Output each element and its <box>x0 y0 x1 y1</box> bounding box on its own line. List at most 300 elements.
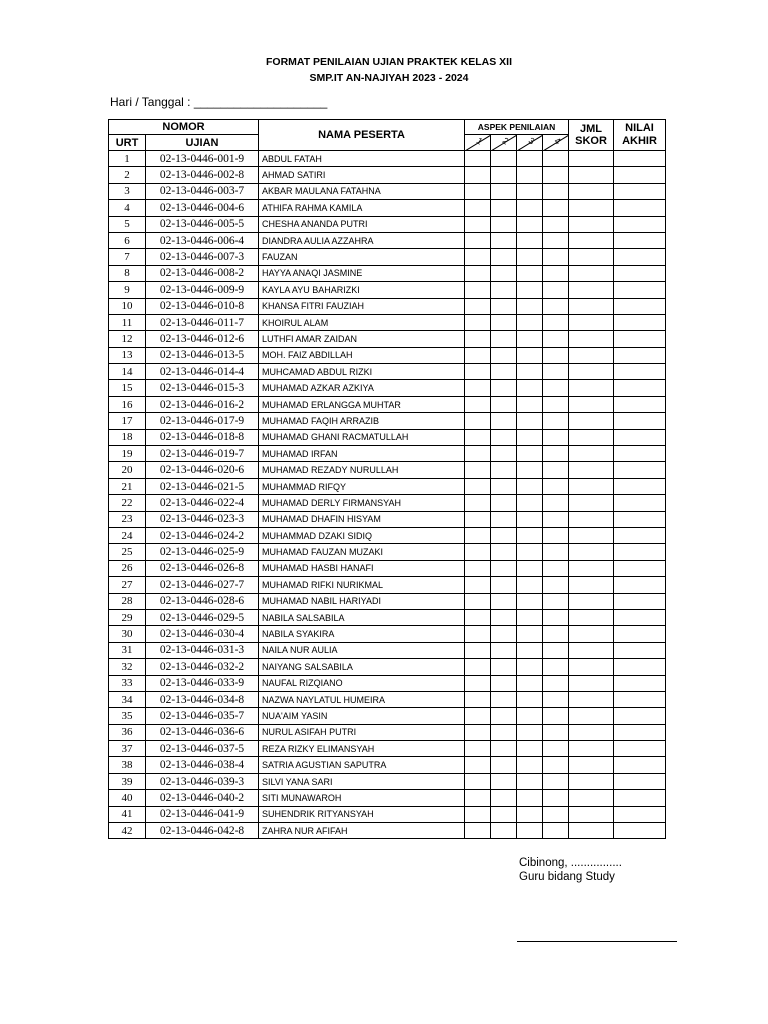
jml-skor-cell[interactable] <box>569 200 614 216</box>
jml-skor-cell[interactable] <box>569 413 614 429</box>
participant-name: NAUFAL RIZQIANO <box>259 675 465 691</box>
nilai-akhir-cell[interactable] <box>614 183 666 199</box>
aspek-score-cell-1[interactable] <box>465 708 491 724</box>
aspek-score-cell-4[interactable] <box>543 511 569 527</box>
aspek-score-cell-4[interactable] <box>543 790 569 806</box>
aspek-score-cell-4[interactable] <box>543 216 569 232</box>
aspek-score-cell-3[interactable] <box>517 380 543 396</box>
aspek-score-cell-1[interactable] <box>465 282 491 298</box>
aspek-score-cell-4[interactable] <box>543 823 569 839</box>
aspek-score-cell-4[interactable] <box>543 331 569 347</box>
aspek-score-cell-2[interactable] <box>491 757 517 773</box>
aspek-score-cell-4[interactable] <box>543 741 569 757</box>
nilai-akhir-cell[interactable] <box>614 396 666 412</box>
jml-skor-cell[interactable] <box>569 396 614 412</box>
aspek-score-cell-1[interactable] <box>465 216 491 232</box>
aspek-score-cell-1[interactable] <box>465 609 491 625</box>
aspek-score-cell-4[interactable] <box>543 577 569 593</box>
aspek-score-cell-1[interactable] <box>465 314 491 330</box>
aspek-score-cell-1[interactable] <box>465 495 491 511</box>
exam-number: 02-13-0446-007-3 <box>146 249 259 265</box>
aspek-score-cell-3[interactable] <box>517 642 543 658</box>
aspek-score-cell-2[interactable] <box>491 347 517 363</box>
jml-skor-cell[interactable] <box>569 232 614 248</box>
aspek-score-cell-3[interactable] <box>517 331 543 347</box>
aspek-score-cell-2[interactable] <box>491 200 517 216</box>
nilai-akhir-cell[interactable] <box>614 331 666 347</box>
aspek-score-cell-2[interactable] <box>491 298 517 314</box>
participant-name: NAIYANG SALSABILA <box>259 659 465 675</box>
aspek-col-2-header <box>491 135 517 151</box>
table-row <box>109 232 666 248</box>
aspek-score-cell-4[interactable] <box>543 593 569 609</box>
aspek-score-cell-1[interactable] <box>465 429 491 445</box>
aspek-score-cell-2[interactable] <box>491 741 517 757</box>
jml-skor-cell[interactable] <box>569 331 614 347</box>
table-row <box>109 249 666 265</box>
aspek-score-cell-4[interactable] <box>543 347 569 363</box>
aspek-score-cell-1[interactable] <box>465 413 491 429</box>
aspek-score-cell-1[interactable] <box>465 478 491 494</box>
aspek-score-cell-4[interactable] <box>543 249 569 265</box>
aspek-score-cell-4[interactable] <box>543 232 569 248</box>
participant-name: MUHAMAD FAQIH ARRAZIB <box>259 413 465 429</box>
aspek-score-cell-3[interactable] <box>517 511 543 527</box>
aspek-score-cell-2[interactable] <box>491 364 517 380</box>
aspek-col-1-label: 1 <box>474 135 485 147</box>
jml-skor-cell[interactable] <box>569 806 614 822</box>
jml-skor-cell[interactable] <box>569 708 614 724</box>
aspek-score-cell-1[interactable] <box>465 626 491 642</box>
aspek-score-cell-4[interactable] <box>543 691 569 707</box>
nilai-akhir-cell[interactable] <box>614 806 666 822</box>
exam-number: 02-13-0446-021-5 <box>146 478 259 494</box>
exam-number: 02-13-0446-012-6 <box>146 331 259 347</box>
nilai-akhir-cell[interactable] <box>614 560 666 576</box>
aspek-score-cell-2[interactable] <box>491 593 517 609</box>
aspek-score-cell-4[interactable] <box>543 413 569 429</box>
aspek-score-cell-1[interactable] <box>465 331 491 347</box>
jml-skor-cell[interactable] <box>569 183 614 199</box>
aspek-score-cell-4[interactable] <box>543 183 569 199</box>
aspek-score-cell-3[interactable] <box>517 626 543 642</box>
aspek-score-cell-4[interactable] <box>543 659 569 675</box>
nilai-akhir-cell[interactable] <box>614 364 666 380</box>
aspek-score-cell-2[interactable] <box>491 675 517 691</box>
aspek-score-cell-1[interactable] <box>465 593 491 609</box>
participant-name: SITI MUNAWAROH <box>259 790 465 806</box>
aspek-score-cell-3[interactable] <box>517 544 543 560</box>
row-number: 40 <box>109 790 146 806</box>
jml-skor-cell[interactable] <box>569 577 614 593</box>
nilai-akhir-cell[interactable] <box>614 216 666 232</box>
row-number: 25 <box>109 544 146 560</box>
aspek-score-cell-1[interactable] <box>465 298 491 314</box>
nilai-akhir-cell[interactable] <box>614 380 666 396</box>
aspek-score-cell-2[interactable] <box>491 495 517 511</box>
aspek-col-2-label: 2 <box>500 135 511 147</box>
aspek-score-cell-3[interactable] <box>517 675 543 691</box>
aspek-score-cell-4[interactable] <box>543 642 569 658</box>
nilai-akhir-cell[interactable] <box>614 413 666 429</box>
aspek-score-cell-4[interactable] <box>543 478 569 494</box>
aspek-score-cell-2[interactable] <box>491 446 517 462</box>
nilai-akhir-cell[interactable] <box>614 200 666 216</box>
aspek-score-cell-3[interactable] <box>517 413 543 429</box>
nilai-akhir-cell[interactable] <box>614 659 666 675</box>
aspek-score-cell-1[interactable] <box>465 577 491 593</box>
nilai-akhir-cell[interactable] <box>614 167 666 183</box>
jml-skor-cell[interactable] <box>569 151 614 167</box>
aspek-score-cell-4[interactable] <box>543 544 569 560</box>
exam-number: 02-13-0446-019-7 <box>146 446 259 462</box>
jml-skor-cell[interactable] <box>569 642 614 658</box>
nilai-akhir-cell[interactable] <box>614 577 666 593</box>
aspek-score-cell-3[interactable] <box>517 151 543 167</box>
participant-name: SATRIA AGUSTIAN SAPUTRA <box>259 757 465 773</box>
jml-skor-cell[interactable] <box>569 560 614 576</box>
aspek-score-cell-1[interactable] <box>465 773 491 789</box>
aspek-score-cell-1[interactable] <box>465 659 491 675</box>
nilai-akhir-cell[interactable] <box>614 265 666 281</box>
exam-number: 02-13-0446-035-7 <box>146 708 259 724</box>
aspek-score-cell-2[interactable] <box>491 773 517 789</box>
jml-skor-cell[interactable] <box>569 347 614 363</box>
aspek-score-cell-3[interactable] <box>517 167 543 183</box>
aspek-score-cell-4[interactable] <box>543 757 569 773</box>
aspek-score-cell-1[interactable] <box>465 511 491 527</box>
participant-name: ABDUL FATAH <box>259 151 465 167</box>
aspek-score-cell-2[interactable] <box>491 724 517 740</box>
nilai-akhir-cell[interactable] <box>614 675 666 691</box>
aspek-score-cell-1[interactable] <box>465 364 491 380</box>
aspek-score-cell-1[interactable] <box>465 527 491 543</box>
jml-skor-cell[interactable] <box>569 724 614 740</box>
exam-number: 02-13-0446-031-3 <box>146 642 259 658</box>
aspek-score-cell-4[interactable] <box>543 396 569 412</box>
jml-skor-cell[interactable] <box>569 495 614 511</box>
row-number: 42 <box>109 823 146 839</box>
aspek-score-cell-2[interactable] <box>491 462 517 478</box>
aspek-score-cell-2[interactable] <box>491 232 517 248</box>
aspek-score-cell-4[interactable] <box>543 462 569 478</box>
aspek-score-cell-4[interactable] <box>543 495 569 511</box>
aspek-score-cell-3[interactable] <box>517 773 543 789</box>
aspek-score-cell-2[interactable] <box>491 167 517 183</box>
nilai-akhir-cell[interactable] <box>614 511 666 527</box>
nilai-akhir-cell[interactable] <box>614 790 666 806</box>
aspek-score-cell-4[interactable] <box>543 724 569 740</box>
jml-skor-cell[interactable] <box>569 429 614 445</box>
nilai-akhir-cell[interactable] <box>614 823 666 839</box>
aspek-score-cell-3[interactable] <box>517 183 543 199</box>
jml-skor-cell[interactable] <box>569 380 614 396</box>
aspek-score-cell-2[interactable] <box>491 331 517 347</box>
aspek-score-cell-2[interactable] <box>491 380 517 396</box>
aspek-score-cell-4[interactable] <box>543 298 569 314</box>
aspek-score-cell-3[interactable] <box>517 265 543 281</box>
aspek-score-cell-2[interactable] <box>491 429 517 445</box>
aspek-score-cell-3[interactable] <box>517 741 543 757</box>
aspek-score-cell-2[interactable] <box>491 642 517 658</box>
aspek-score-cell-4[interactable] <box>543 773 569 789</box>
aspek-score-cell-1[interactable] <box>465 183 491 199</box>
nilai-akhir-cell[interactable] <box>614 478 666 494</box>
aspek-score-cell-2[interactable] <box>491 216 517 232</box>
aspek-score-cell-1[interactable] <box>465 724 491 740</box>
jml-skor-cell[interactable] <box>569 527 614 543</box>
jml-skor-cell[interactable] <box>569 593 614 609</box>
nilai-akhir-cell[interactable] <box>614 773 666 789</box>
aspek-score-cell-3[interactable] <box>517 200 543 216</box>
exam-number: 02-13-0446-032-2 <box>146 659 259 675</box>
aspek-score-cell-2[interactable] <box>491 413 517 429</box>
nilai-akhir-cell[interactable] <box>614 462 666 478</box>
aspek-score-cell-1[interactable] <box>465 741 491 757</box>
jml-skor-cell[interactable] <box>569 216 614 232</box>
nilai-akhir-cell[interactable] <box>614 642 666 658</box>
nilai-akhir-cell[interactable] <box>614 626 666 642</box>
jml-skor-cell[interactable] <box>569 511 614 527</box>
jml-skor-cell[interactable] <box>569 249 614 265</box>
aspek-score-cell-3[interactable] <box>517 495 543 511</box>
aspek-score-cell-4[interactable] <box>543 675 569 691</box>
aspek-score-cell-1[interactable] <box>465 691 491 707</box>
aspek-score-cell-4[interactable] <box>543 429 569 445</box>
aspek-score-cell-4[interactable] <box>543 806 569 822</box>
aspek-score-cell-4[interactable] <box>543 446 569 462</box>
row-number: 28 <box>109 593 146 609</box>
nilai-akhir-cell[interactable] <box>614 347 666 363</box>
jml-skor-cell[interactable] <box>569 314 614 330</box>
aspek-score-cell-3[interactable] <box>517 691 543 707</box>
jml-skor-cell[interactable] <box>569 741 614 757</box>
aspek-score-cell-3[interactable] <box>517 593 543 609</box>
table-row <box>109 691 666 707</box>
aspek-score-cell-3[interactable] <box>517 429 543 445</box>
aspek-score-cell-3[interactable] <box>517 462 543 478</box>
row-number: 35 <box>109 708 146 724</box>
nilai-akhir-cell[interactable] <box>614 741 666 757</box>
aspek-score-cell-4[interactable] <box>543 314 569 330</box>
aspek-score-cell-3[interactable] <box>517 298 543 314</box>
aspek-score-cell-2[interactable] <box>491 691 517 707</box>
jml-skor-cell[interactable] <box>569 265 614 281</box>
nilai-akhir-cell[interactable] <box>614 282 666 298</box>
aspek-score-cell-2[interactable] <box>491 806 517 822</box>
nilai-akhir-cell[interactable] <box>614 609 666 625</box>
jml-skor-cell[interactable] <box>569 773 614 789</box>
jml-skor-cell[interactable] <box>569 298 614 314</box>
aspek-score-cell-1[interactable] <box>465 200 491 216</box>
table-row <box>109 708 666 724</box>
aspek-score-cell-4[interactable] <box>543 560 569 576</box>
aspek-score-cell-3[interactable] <box>517 577 543 593</box>
table-row <box>109 462 666 478</box>
aspek-score-cell-2[interactable] <box>491 183 517 199</box>
nilai-akhir-cell[interactable] <box>614 724 666 740</box>
aspek-score-cell-2[interactable] <box>491 396 517 412</box>
exam-number: 02-13-0446-023-3 <box>146 511 259 527</box>
aspek-score-cell-3[interactable] <box>517 478 543 494</box>
row-number: 7 <box>109 249 146 265</box>
aspek-score-cell-1[interactable] <box>465 446 491 462</box>
aspek-score-cell-4[interactable] <box>543 151 569 167</box>
nilai-akhir-cell[interactable] <box>614 757 666 773</box>
jml-skor-cell[interactable] <box>569 609 614 625</box>
aspek-score-cell-1[interactable] <box>465 347 491 363</box>
aspek-score-cell-1[interactable] <box>465 151 491 167</box>
aspek-score-cell-3[interactable] <box>517 560 543 576</box>
jml-skor-cell[interactable] <box>569 659 614 675</box>
aspek-score-cell-1[interactable] <box>465 462 491 478</box>
jml-skor-cell[interactable] <box>569 675 614 691</box>
nilai-akhir-cell[interactable] <box>614 314 666 330</box>
nilai-akhir-cell[interactable] <box>614 446 666 462</box>
aspek-score-cell-4[interactable] <box>543 200 569 216</box>
aspek-score-cell-2[interactable] <box>491 790 517 806</box>
exam-number: 02-13-0446-024-2 <box>146 527 259 543</box>
table-row <box>109 527 666 543</box>
aspek-score-cell-3[interactable] <box>517 609 543 625</box>
table-row <box>109 757 666 773</box>
aspek-score-cell-2[interactable] <box>491 560 517 576</box>
aspek-score-cell-1[interactable] <box>465 167 491 183</box>
table-row <box>109 429 666 445</box>
aspek-score-cell-3[interactable] <box>517 364 543 380</box>
aspek-score-cell-1[interactable] <box>465 806 491 822</box>
aspek-score-cell-2[interactable] <box>491 249 517 265</box>
aspek-score-cell-1[interactable] <box>465 380 491 396</box>
aspek-score-cell-2[interactable] <box>491 544 517 560</box>
aspek-score-cell-4[interactable] <box>543 708 569 724</box>
jml-skor-cell[interactable] <box>569 823 614 839</box>
aspek-score-cell-2[interactable] <box>491 577 517 593</box>
table-row <box>109 282 666 298</box>
aspek-score-cell-1[interactable] <box>465 232 491 248</box>
table-row <box>109 593 666 609</box>
nilai-akhir-cell[interactable] <box>614 544 666 560</box>
aspek-score-cell-1[interactable] <box>465 249 491 265</box>
aspek-score-cell-1[interactable] <box>465 823 491 839</box>
aspek-score-cell-3[interactable] <box>517 396 543 412</box>
aspek-score-cell-3[interactable] <box>517 314 543 330</box>
aspek-score-cell-3[interactable] <box>517 232 543 248</box>
participant-name: NABILA SYAKIRA <box>259 626 465 642</box>
participant-name: SILVI YANA SARI <box>259 773 465 789</box>
aspek-score-cell-2[interactable] <box>491 478 517 494</box>
aspek-score-cell-4[interactable] <box>543 527 569 543</box>
aspek-score-cell-3[interactable] <box>517 806 543 822</box>
nilai-akhir-cell[interactable] <box>614 691 666 707</box>
row-number: 22 <box>109 495 146 511</box>
aspek-score-cell-3[interactable] <box>517 446 543 462</box>
row-number: 1 <box>109 151 146 167</box>
jml-skor-cell[interactable] <box>569 626 614 642</box>
aspek-score-cell-3[interactable] <box>517 708 543 724</box>
nilai-akhir-cell[interactable] <box>614 249 666 265</box>
aspek-score-cell-2[interactable] <box>491 708 517 724</box>
jml-skor-cell[interactable] <box>569 167 614 183</box>
jml-skor-cell[interactable] <box>569 544 614 560</box>
nilai-akhir-cell[interactable] <box>614 708 666 724</box>
aspek-score-cell-3[interactable] <box>517 527 543 543</box>
aspek-score-cell-3[interactable] <box>517 347 543 363</box>
participant-name: MUHAMMAD DZAKI SIDIQ <box>259 527 465 543</box>
aspek-score-cell-4[interactable] <box>543 380 569 396</box>
aspek-score-cell-1[interactable] <box>465 675 491 691</box>
aspek-score-cell-2[interactable] <box>491 314 517 330</box>
nilai-akhir-cell[interactable] <box>614 593 666 609</box>
aspek-score-cell-3[interactable] <box>517 249 543 265</box>
aspek-score-cell-3[interactable] <box>517 823 543 839</box>
aspek-score-cell-2[interactable] <box>491 282 517 298</box>
aspek-score-cell-2[interactable] <box>491 511 517 527</box>
aspek-score-cell-4[interactable] <box>543 282 569 298</box>
aspek-score-cell-3[interactable] <box>517 282 543 298</box>
aspek-score-cell-2[interactable] <box>491 626 517 642</box>
jml-skor-cell[interactable] <box>569 757 614 773</box>
aspek-col-3-header <box>517 135 543 151</box>
aspek-score-cell-4[interactable] <box>543 167 569 183</box>
aspek-score-cell-4[interactable] <box>543 626 569 642</box>
exam-number: 02-13-0446-022-4 <box>146 495 259 511</box>
exam-number: 02-13-0446-038-4 <box>146 757 259 773</box>
aspek-score-cell-1[interactable] <box>465 544 491 560</box>
aspek-score-cell-1[interactable] <box>465 560 491 576</box>
aspek-score-cell-1[interactable] <box>465 757 491 773</box>
jml-skor-cell[interactable] <box>569 462 614 478</box>
jml-skor-cell[interactable] <box>569 478 614 494</box>
aspek-score-cell-3[interactable] <box>517 757 543 773</box>
aspek-score-cell-1[interactable] <box>465 396 491 412</box>
participant-name: ZAHRA NUR AFIFAH <box>259 823 465 839</box>
aspek-score-cell-2[interactable] <box>491 527 517 543</box>
nilai-akhir-cell[interactable] <box>614 232 666 248</box>
jml-skor-cell[interactable] <box>569 446 614 462</box>
exam-number: 02-13-0446-017-9 <box>146 413 259 429</box>
table-row <box>109 265 666 281</box>
aspek-score-cell-4[interactable] <box>543 265 569 281</box>
row-number: 21 <box>109 478 146 494</box>
aspek-score-cell-2[interactable] <box>491 823 517 839</box>
aspek-score-cell-3[interactable] <box>517 216 543 232</box>
aspek-score-cell-2[interactable] <box>491 659 517 675</box>
aspek-score-cell-3[interactable] <box>517 659 543 675</box>
aspek-score-cell-3[interactable] <box>517 790 543 806</box>
aspek-score-cell-2[interactable] <box>491 151 517 167</box>
nilai-akhir-cell[interactable] <box>614 527 666 543</box>
jml-skor-cell[interactable] <box>569 790 614 806</box>
nilai-akhir-cell[interactable] <box>614 429 666 445</box>
jml-skor-cell[interactable] <box>569 691 614 707</box>
aspek-score-cell-2[interactable] <box>491 265 517 281</box>
nilai-akhir-cell[interactable] <box>614 298 666 314</box>
aspek-score-cell-3[interactable] <box>517 724 543 740</box>
aspek-score-cell-2[interactable] <box>491 609 517 625</box>
aspek-score-cell-4[interactable] <box>543 364 569 380</box>
nilai-akhir-cell[interactable] <box>614 495 666 511</box>
table-row <box>109 741 666 757</box>
jml-skor-cell[interactable] <box>569 364 614 380</box>
aspek-score-cell-1[interactable] <box>465 265 491 281</box>
row-number: 16 <box>109 396 146 412</box>
nilai-akhir-cell[interactable] <box>614 151 666 167</box>
jml-skor-cell[interactable] <box>569 282 614 298</box>
aspek-score-cell-1[interactable] <box>465 642 491 658</box>
aspek-score-cell-4[interactable] <box>543 609 569 625</box>
aspek-score-cell-1[interactable] <box>465 790 491 806</box>
